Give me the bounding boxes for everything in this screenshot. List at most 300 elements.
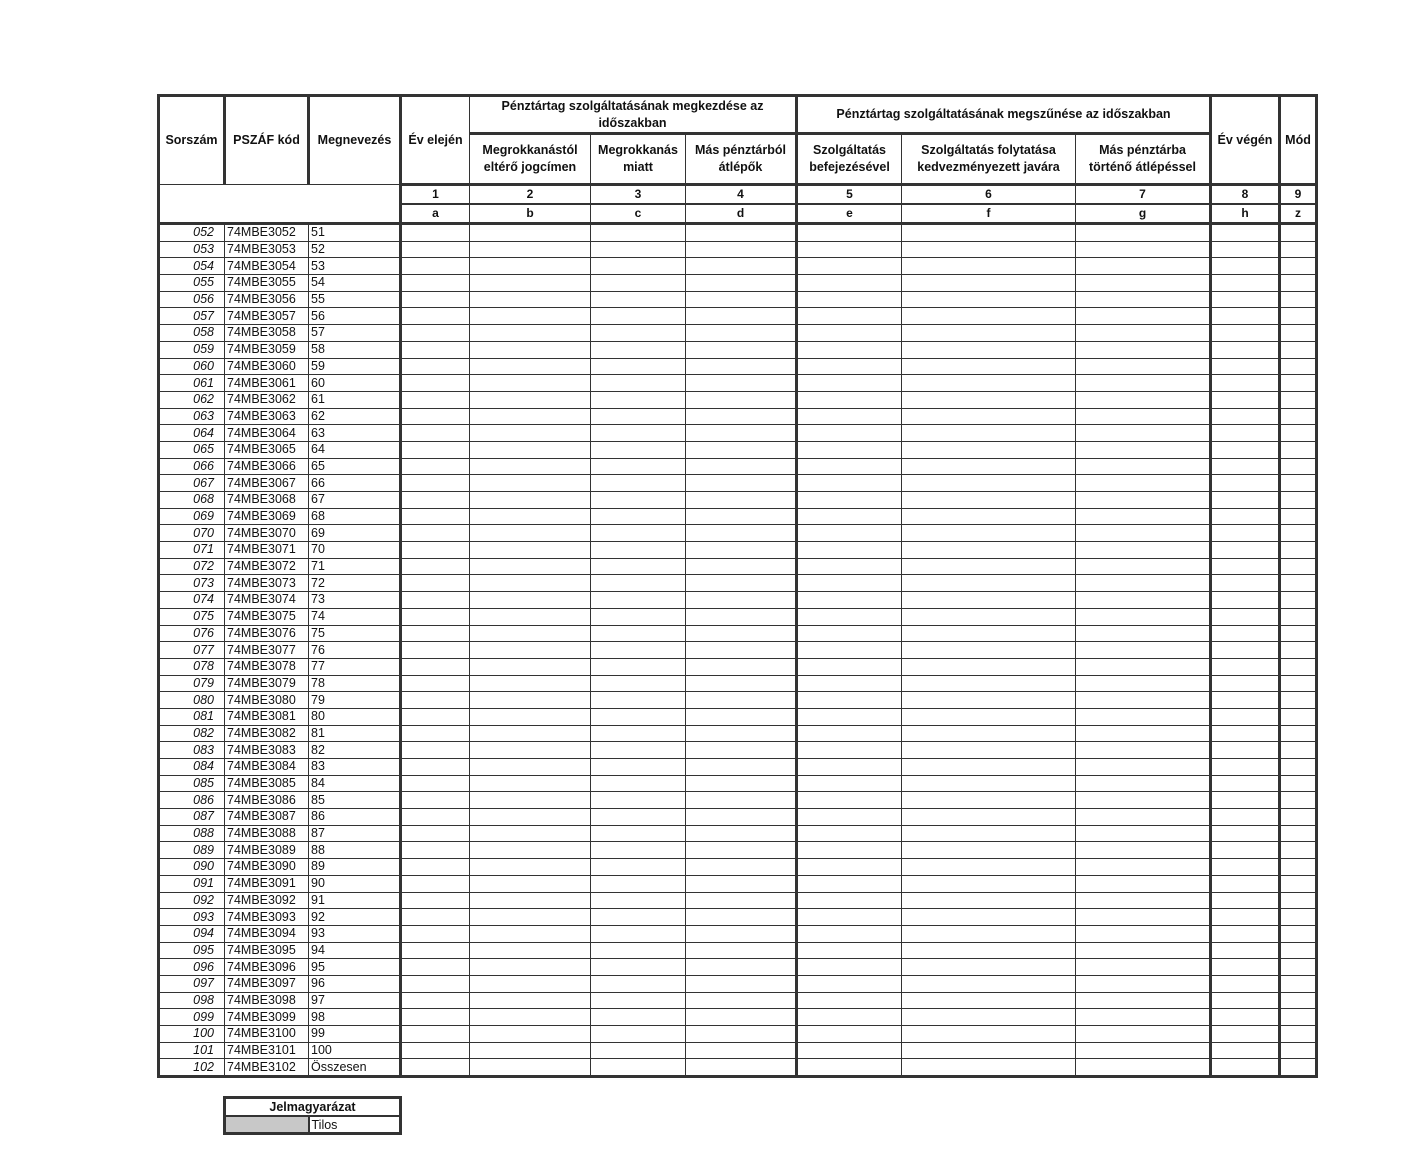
data-cell-g[interactable]: [1076, 558, 1211, 575]
data-cell-z[interactable]: [1280, 642, 1317, 659]
data-cell-z[interactable]: [1280, 625, 1317, 642]
data-cell-f[interactable]: [902, 575, 1076, 592]
data-cell-e[interactable]: [797, 341, 902, 358]
data-cell-f[interactable]: [902, 892, 1076, 909]
data-cell-h[interactable]: [1211, 775, 1280, 792]
data-cell-g[interactable]: [1076, 742, 1211, 759]
data-cell-f[interactable]: [902, 308, 1076, 325]
data-cell-a[interactable]: [401, 859, 470, 876]
data-cell-d[interactable]: [686, 325, 797, 342]
data-cell-z[interactable]: [1280, 291, 1317, 308]
data-cell-e[interactable]: [797, 1059, 902, 1077]
data-cell-b[interactable]: [470, 909, 591, 926]
data-cell-a[interactable]: [401, 658, 470, 675]
data-cell-z[interactable]: [1280, 909, 1317, 926]
data-cell-e[interactable]: [797, 492, 902, 509]
data-cell-a[interactable]: [401, 809, 470, 826]
data-cell-b[interactable]: [470, 542, 591, 559]
data-cell-b[interactable]: [470, 1042, 591, 1059]
data-cell-d[interactable]: [686, 642, 797, 659]
data-cell-a[interactable]: [401, 1059, 470, 1077]
data-cell-f[interactable]: [902, 592, 1076, 609]
data-cell-f[interactable]: [902, 792, 1076, 809]
data-cell-d[interactable]: [686, 608, 797, 625]
data-cell-b[interactable]: [470, 859, 591, 876]
data-cell-b[interactable]: [470, 525, 591, 542]
data-cell-g[interactable]: [1076, 775, 1211, 792]
data-cell-c[interactable]: [591, 959, 686, 976]
data-cell-z[interactable]: [1280, 308, 1317, 325]
data-cell-b[interactable]: [470, 942, 591, 959]
data-cell-e[interactable]: [797, 258, 902, 275]
data-cell-g[interactable]: [1076, 391, 1211, 408]
data-cell-b[interactable]: [470, 1009, 591, 1026]
data-cell-z[interactable]: [1280, 809, 1317, 826]
data-cell-c[interactable]: [591, 825, 686, 842]
data-cell-f[interactable]: [902, 441, 1076, 458]
data-cell-b[interactable]: [470, 308, 591, 325]
data-cell-e[interactable]: [797, 642, 902, 659]
data-cell-d[interactable]: [686, 492, 797, 509]
data-cell-a[interactable]: [401, 975, 470, 992]
data-cell-h[interactable]: [1211, 975, 1280, 992]
data-cell-c[interactable]: [591, 224, 686, 242]
data-cell-d[interactable]: [686, 1059, 797, 1077]
data-cell-h[interactable]: [1211, 792, 1280, 809]
data-cell-g[interactable]: [1076, 909, 1211, 926]
data-cell-e[interactable]: [797, 842, 902, 859]
data-cell-h[interactable]: [1211, 441, 1280, 458]
data-cell-d[interactable]: [686, 909, 797, 926]
data-cell-h[interactable]: [1211, 508, 1280, 525]
data-cell-d[interactable]: [686, 475, 797, 492]
data-cell-h[interactable]: [1211, 1042, 1280, 1059]
data-cell-b[interactable]: [470, 458, 591, 475]
data-cell-d[interactable]: [686, 842, 797, 859]
data-cell-e[interactable]: [797, 508, 902, 525]
data-cell-d[interactable]: [686, 809, 797, 826]
data-cell-e[interactable]: [797, 925, 902, 942]
data-cell-c[interactable]: [591, 692, 686, 709]
data-cell-h[interactable]: [1211, 291, 1280, 308]
data-cell-e[interactable]: [797, 592, 902, 609]
data-cell-a[interactable]: [401, 642, 470, 659]
data-cell-f[interactable]: [902, 408, 1076, 425]
data-cell-g[interactable]: [1076, 725, 1211, 742]
data-cell-c[interactable]: [591, 425, 686, 442]
data-cell-a[interactable]: [401, 992, 470, 1009]
data-cell-h[interactable]: [1211, 675, 1280, 692]
data-cell-c[interactable]: [591, 809, 686, 826]
data-cell-d[interactable]: [686, 341, 797, 358]
data-cell-e[interactable]: [797, 325, 902, 342]
data-cell-c[interactable]: [591, 708, 686, 725]
data-cell-a[interactable]: [401, 258, 470, 275]
data-cell-f[interactable]: [902, 859, 1076, 876]
data-cell-f[interactable]: [902, 809, 1076, 826]
data-cell-f[interactable]: [902, 1026, 1076, 1043]
data-cell-z[interactable]: [1280, 224, 1317, 242]
data-cell-b[interactable]: [470, 608, 591, 625]
data-cell-g[interactable]: [1076, 592, 1211, 609]
data-cell-e[interactable]: [797, 425, 902, 442]
data-cell-b[interactable]: [470, 959, 591, 976]
data-cell-d[interactable]: [686, 825, 797, 842]
data-cell-z[interactable]: [1280, 859, 1317, 876]
data-cell-e[interactable]: [797, 992, 902, 1009]
data-cell-z[interactable]: [1280, 875, 1317, 892]
data-cell-c[interactable]: [591, 542, 686, 559]
data-cell-a[interactable]: [401, 1026, 470, 1043]
data-cell-f[interactable]: [902, 358, 1076, 375]
data-cell-g[interactable]: [1076, 859, 1211, 876]
data-cell-z[interactable]: [1280, 792, 1317, 809]
data-cell-z[interactable]: [1280, 775, 1317, 792]
data-cell-z[interactable]: [1280, 1026, 1317, 1043]
data-cell-f[interactable]: [902, 1059, 1076, 1077]
data-cell-g[interactable]: [1076, 792, 1211, 809]
data-cell-f[interactable]: [902, 391, 1076, 408]
data-cell-f[interactable]: [902, 658, 1076, 675]
data-cell-z[interactable]: [1280, 275, 1317, 292]
data-cell-z[interactable]: [1280, 492, 1317, 509]
data-cell-z[interactable]: [1280, 1009, 1317, 1026]
data-cell-g[interactable]: [1076, 291, 1211, 308]
data-cell-f[interactable]: [902, 475, 1076, 492]
data-cell-g[interactable]: [1076, 675, 1211, 692]
data-cell-h[interactable]: [1211, 341, 1280, 358]
data-cell-a[interactable]: [401, 458, 470, 475]
data-cell-f[interactable]: [902, 775, 1076, 792]
data-cell-z[interactable]: [1280, 375, 1317, 392]
data-cell-f[interactable]: [902, 942, 1076, 959]
data-cell-a[interactable]: [401, 708, 470, 725]
data-cell-g[interactable]: [1076, 325, 1211, 342]
data-cell-g[interactable]: [1076, 241, 1211, 258]
data-cell-g[interactable]: [1076, 1026, 1211, 1043]
data-cell-c[interactable]: [591, 308, 686, 325]
data-cell-e[interactable]: [797, 375, 902, 392]
data-cell-h[interactable]: [1211, 575, 1280, 592]
data-cell-a[interactable]: [401, 759, 470, 776]
data-cell-c[interactable]: [591, 658, 686, 675]
data-cell-c[interactable]: [591, 925, 686, 942]
data-cell-a[interactable]: [401, 875, 470, 892]
data-cell-z[interactable]: [1280, 341, 1317, 358]
data-cell-f[interactable]: [902, 842, 1076, 859]
data-cell-e[interactable]: [797, 625, 902, 642]
data-cell-f[interactable]: [902, 925, 1076, 942]
data-cell-g[interactable]: [1076, 375, 1211, 392]
data-cell-a[interactable]: [401, 341, 470, 358]
data-cell-d[interactable]: [686, 542, 797, 559]
data-cell-h[interactable]: [1211, 425, 1280, 442]
data-cell-d[interactable]: [686, 992, 797, 1009]
data-cell-b[interactable]: [470, 625, 591, 642]
data-cell-e[interactable]: [797, 675, 902, 692]
data-cell-a[interactable]: [401, 825, 470, 842]
data-cell-h[interactable]: [1211, 325, 1280, 342]
data-cell-z[interactable]: [1280, 575, 1317, 592]
data-cell-g[interactable]: [1076, 425, 1211, 442]
data-cell-g[interactable]: [1076, 408, 1211, 425]
data-cell-c[interactable]: [591, 325, 686, 342]
data-cell-d[interactable]: [686, 458, 797, 475]
data-cell-c[interactable]: [591, 792, 686, 809]
data-cell-b[interactable]: [470, 842, 591, 859]
data-cell-a[interactable]: [401, 525, 470, 542]
data-cell-b[interactable]: [470, 658, 591, 675]
data-cell-d[interactable]: [686, 425, 797, 442]
data-cell-z[interactable]: [1280, 475, 1317, 492]
data-cell-g[interactable]: [1076, 759, 1211, 776]
data-cell-a[interactable]: [401, 792, 470, 809]
data-cell-b[interactable]: [470, 675, 591, 692]
data-cell-c[interactable]: [591, 909, 686, 926]
data-cell-d[interactable]: [686, 241, 797, 258]
data-cell-h[interactable]: [1211, 742, 1280, 759]
data-cell-c[interactable]: [591, 975, 686, 992]
data-cell-d[interactable]: [686, 375, 797, 392]
data-cell-b[interactable]: [470, 358, 591, 375]
data-cell-z[interactable]: [1280, 725, 1317, 742]
data-cell-f[interactable]: [902, 675, 1076, 692]
data-cell-z[interactable]: [1280, 1042, 1317, 1059]
data-cell-g[interactable]: [1076, 542, 1211, 559]
data-cell-g[interactable]: [1076, 341, 1211, 358]
data-cell-a[interactable]: [401, 725, 470, 742]
data-cell-f[interactable]: [902, 975, 1076, 992]
data-cell-g[interactable]: [1076, 275, 1211, 292]
data-cell-z[interactable]: [1280, 425, 1317, 442]
data-cell-b[interactable]: [470, 241, 591, 258]
data-cell-a[interactable]: [401, 925, 470, 942]
data-cell-g[interactable]: [1076, 658, 1211, 675]
data-cell-b[interactable]: [470, 642, 591, 659]
data-cell-e[interactable]: [797, 1042, 902, 1059]
data-cell-b[interactable]: [470, 441, 591, 458]
data-cell-g[interactable]: [1076, 942, 1211, 959]
data-cell-h[interactable]: [1211, 275, 1280, 292]
data-cell-a[interactable]: [401, 492, 470, 509]
data-cell-d[interactable]: [686, 658, 797, 675]
data-cell-g[interactable]: [1076, 992, 1211, 1009]
data-cell-b[interactable]: [470, 592, 591, 609]
data-cell-d[interactable]: [686, 308, 797, 325]
data-cell-e[interactable]: [797, 575, 902, 592]
data-cell-h[interactable]: [1211, 1009, 1280, 1026]
data-cell-b[interactable]: [470, 975, 591, 992]
data-cell-c[interactable]: [591, 625, 686, 642]
data-cell-z[interactable]: [1280, 925, 1317, 942]
data-cell-g[interactable]: [1076, 358, 1211, 375]
data-cell-d[interactable]: [686, 508, 797, 525]
data-cell-f[interactable]: [902, 525, 1076, 542]
data-cell-a[interactable]: [401, 675, 470, 692]
data-cell-f[interactable]: [902, 558, 1076, 575]
data-cell-c[interactable]: [591, 258, 686, 275]
data-cell-f[interactable]: [902, 608, 1076, 625]
data-cell-c[interactable]: [591, 725, 686, 742]
data-cell-c[interactable]: [591, 275, 686, 292]
data-cell-f[interactable]: [902, 325, 1076, 342]
data-cell-h[interactable]: [1211, 525, 1280, 542]
data-cell-h[interactable]: [1211, 475, 1280, 492]
data-cell-h[interactable]: [1211, 925, 1280, 942]
data-cell-e[interactable]: [797, 658, 902, 675]
data-cell-f[interactable]: [902, 742, 1076, 759]
data-cell-f[interactable]: [902, 275, 1076, 292]
data-cell-g[interactable]: [1076, 925, 1211, 942]
data-cell-f[interactable]: [902, 959, 1076, 976]
data-cell-g[interactable]: [1076, 692, 1211, 709]
data-cell-c[interactable]: [591, 675, 686, 692]
data-cell-c[interactable]: [591, 1026, 686, 1043]
data-cell-g[interactable]: [1076, 1059, 1211, 1077]
data-cell-z[interactable]: [1280, 241, 1317, 258]
data-cell-h[interactable]: [1211, 692, 1280, 709]
data-cell-a[interactable]: [401, 391, 470, 408]
data-cell-c[interactable]: [591, 558, 686, 575]
data-cell-c[interactable]: [591, 992, 686, 1009]
data-cell-b[interactable]: [470, 1026, 591, 1043]
data-cell-h[interactable]: [1211, 458, 1280, 475]
data-cell-d[interactable]: [686, 1026, 797, 1043]
data-cell-g[interactable]: [1076, 842, 1211, 859]
data-cell-a[interactable]: [401, 508, 470, 525]
data-cell-z[interactable]: [1280, 592, 1317, 609]
data-cell-b[interactable]: [470, 258, 591, 275]
data-cell-f[interactable]: [902, 425, 1076, 442]
data-cell-h[interactable]: [1211, 892, 1280, 909]
data-cell-h[interactable]: [1211, 408, 1280, 425]
data-cell-e[interactable]: [797, 358, 902, 375]
data-cell-b[interactable]: [470, 425, 591, 442]
data-cell-z[interactable]: [1280, 742, 1317, 759]
data-cell-f[interactable]: [902, 492, 1076, 509]
data-cell-d[interactable]: [686, 408, 797, 425]
data-cell-f[interactable]: [902, 642, 1076, 659]
data-cell-b[interactable]: [470, 325, 591, 342]
data-cell-e[interactable]: [797, 458, 902, 475]
data-cell-f[interactable]: [902, 341, 1076, 358]
data-cell-h[interactable]: [1211, 391, 1280, 408]
data-cell-c[interactable]: [591, 742, 686, 759]
data-cell-b[interactable]: [470, 375, 591, 392]
data-cell-f[interactable]: [902, 875, 1076, 892]
data-cell-g[interactable]: [1076, 875, 1211, 892]
data-cell-e[interactable]: [797, 959, 902, 976]
data-cell-c[interactable]: [591, 892, 686, 909]
data-cell-e[interactable]: [797, 725, 902, 742]
data-cell-c[interactable]: [591, 441, 686, 458]
data-cell-a[interactable]: [401, 475, 470, 492]
data-cell-h[interactable]: [1211, 258, 1280, 275]
data-cell-h[interactable]: [1211, 658, 1280, 675]
data-cell-e[interactable]: [797, 525, 902, 542]
data-cell-b[interactable]: [470, 742, 591, 759]
data-cell-e[interactable]: [797, 558, 902, 575]
data-cell-c[interactable]: [591, 608, 686, 625]
data-cell-a[interactable]: [401, 542, 470, 559]
data-cell-b[interactable]: [470, 341, 591, 358]
data-cell-h[interactable]: [1211, 358, 1280, 375]
data-cell-c[interactable]: [591, 759, 686, 776]
data-cell-d[interactable]: [686, 558, 797, 575]
data-cell-c[interactable]: [591, 642, 686, 659]
data-cell-z[interactable]: [1280, 542, 1317, 559]
data-cell-g[interactable]: [1076, 258, 1211, 275]
data-cell-a[interactable]: [401, 959, 470, 976]
data-cell-e[interactable]: [797, 224, 902, 242]
data-cell-d[interactable]: [686, 959, 797, 976]
data-cell-c[interactable]: [591, 408, 686, 425]
data-cell-e[interactable]: [797, 275, 902, 292]
data-cell-f[interactable]: [902, 909, 1076, 926]
data-cell-z[interactable]: [1280, 525, 1317, 542]
data-cell-b[interactable]: [470, 775, 591, 792]
data-cell-g[interactable]: [1076, 508, 1211, 525]
data-cell-a[interactable]: [401, 892, 470, 909]
data-cell-d[interactable]: [686, 675, 797, 692]
data-cell-d[interactable]: [686, 441, 797, 458]
data-cell-b[interactable]: [470, 508, 591, 525]
data-cell-a[interactable]: [401, 241, 470, 258]
data-cell-e[interactable]: [797, 391, 902, 408]
data-cell-z[interactable]: [1280, 608, 1317, 625]
data-cell-b[interactable]: [470, 275, 591, 292]
data-cell-d[interactable]: [686, 775, 797, 792]
data-cell-f[interactable]: [902, 258, 1076, 275]
data-cell-h[interactable]: [1211, 992, 1280, 1009]
data-cell-f[interactable]: [902, 542, 1076, 559]
data-cell-c[interactable]: [591, 1059, 686, 1077]
data-cell-h[interactable]: [1211, 492, 1280, 509]
data-cell-b[interactable]: [470, 1059, 591, 1077]
data-cell-c[interactable]: [591, 508, 686, 525]
data-cell-h[interactable]: [1211, 375, 1280, 392]
data-cell-b[interactable]: [470, 391, 591, 408]
data-cell-f[interactable]: [902, 725, 1076, 742]
data-cell-f[interactable]: [902, 1042, 1076, 1059]
data-cell-c[interactable]: [591, 458, 686, 475]
data-cell-f[interactable]: [902, 759, 1076, 776]
data-cell-z[interactable]: [1280, 258, 1317, 275]
data-cell-b[interactable]: [470, 875, 591, 892]
data-cell-g[interactable]: [1076, 441, 1211, 458]
data-cell-z[interactable]: [1280, 825, 1317, 842]
data-cell-b[interactable]: [470, 408, 591, 425]
data-cell-b[interactable]: [470, 825, 591, 842]
data-cell-g[interactable]: [1076, 492, 1211, 509]
data-cell-a[interactable]: [401, 942, 470, 959]
data-cell-z[interactable]: [1280, 759, 1317, 776]
data-cell-a[interactable]: [401, 275, 470, 292]
data-cell-h[interactable]: [1211, 759, 1280, 776]
data-cell-e[interactable]: [797, 1026, 902, 1043]
data-cell-a[interactable]: [401, 558, 470, 575]
data-cell-a[interactable]: [401, 775, 470, 792]
data-cell-a[interactable]: [401, 441, 470, 458]
data-cell-e[interactable]: [797, 975, 902, 992]
data-cell-z[interactable]: [1280, 391, 1317, 408]
data-cell-b[interactable]: [470, 992, 591, 1009]
data-cell-a[interactable]: [401, 291, 470, 308]
data-cell-e[interactable]: [797, 1009, 902, 1026]
data-cell-e[interactable]: [797, 809, 902, 826]
data-cell-d[interactable]: [686, 792, 797, 809]
data-cell-b[interactable]: [470, 575, 591, 592]
